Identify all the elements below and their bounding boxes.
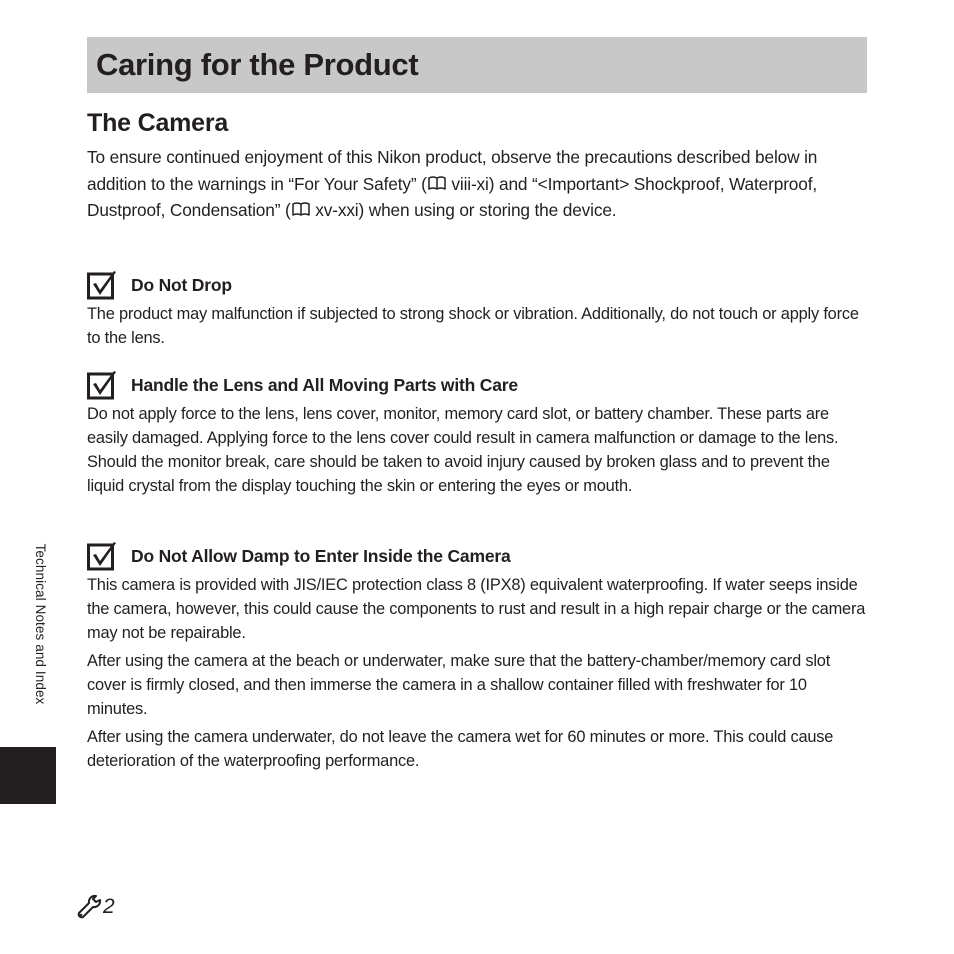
intro-paragraph	[87, 144, 857, 224]
page-footer	[74, 892, 115, 922]
caution-heading	[87, 541, 869, 571]
caution-text: After using the camera at the beach or underwater, make sure that the battery-chamber/memory card slot cover is firmly closed, and then immerse the camera in a shallow container filled with freshwater for 10 minutes.	[87, 652, 831, 718]
caution-text: Do not apply force to the lens, lens cover, monitor, memory card slot, or battery chamber. These parts are easily damaged. Applying force to the lens cover could result in camera malfunction or damage to the lens. Should the monitor break, care should be taken to avoid injury caused by broken glass and to prevent the liquid crystal from the display touching the skin or entering the eyes or mouth.	[87, 405, 839, 495]
wrench-icon	[74, 893, 102, 921]
caution-handle-lens	[87, 370, 869, 498]
caution-text: After using the camera underwater, do not leave the camera wet for 60 minutes or more. This could cause deterioration of the waterproofing performance.	[87, 728, 834, 770]
caution-text: This camera is provided with JIS/IEC protection class 8 (IPX8) equivalent waterproofing. If water seeps inside the camera, however, this could cause the components to rust and result in a high repair charge or the camera may not be repairable.	[87, 576, 866, 642]
book-reference-icon	[427, 176, 447, 191]
caution-title: Do Not Allow Damp to Enter Inside the Camera	[131, 546, 511, 566]
intro-text-2: viii-xi) and “<Important> Shockproof, Waterproof, Dustproof, Condensation” (	[87, 173, 818, 221]
side-tab-label: Technical Notes and Index	[33, 543, 48, 705]
caution-do-not-allow-damp	[87, 541, 869, 773]
intro-text-1: To ensure continued enjoyment of this Nikon product, observe the precautions described below in addition to the warnings in “For Your Safety” (	[87, 147, 818, 194]
caution-title: Do Not Drop	[131, 275, 232, 295]
caution-heading	[87, 270, 869, 300]
chapter-title-bar	[87, 37, 867, 93]
caution-text: The product may malfunction if subjected to strong shock or vibration. Additionally, do not touch or apply force to the lens.	[87, 305, 859, 347]
check-mark-icon	[87, 371, 118, 400]
caution-title: Handle the Lens and All Moving Parts with Care	[131, 375, 518, 395]
chapter-title: Caring for the Product	[96, 47, 419, 82]
section-title: The Camera	[87, 109, 229, 137]
side-tab-marker	[0, 747, 56, 804]
check-mark-icon	[87, 271, 118, 300]
book-reference-icon	[291, 202, 311, 217]
page-number: 2	[103, 895, 115, 918]
caution-heading	[87, 370, 869, 400]
check-mark-icon	[87, 542, 118, 571]
intro-text-3: xv-xxi) when using or storing the device.	[310, 200, 617, 221]
caution-do-not-drop	[87, 270, 869, 350]
